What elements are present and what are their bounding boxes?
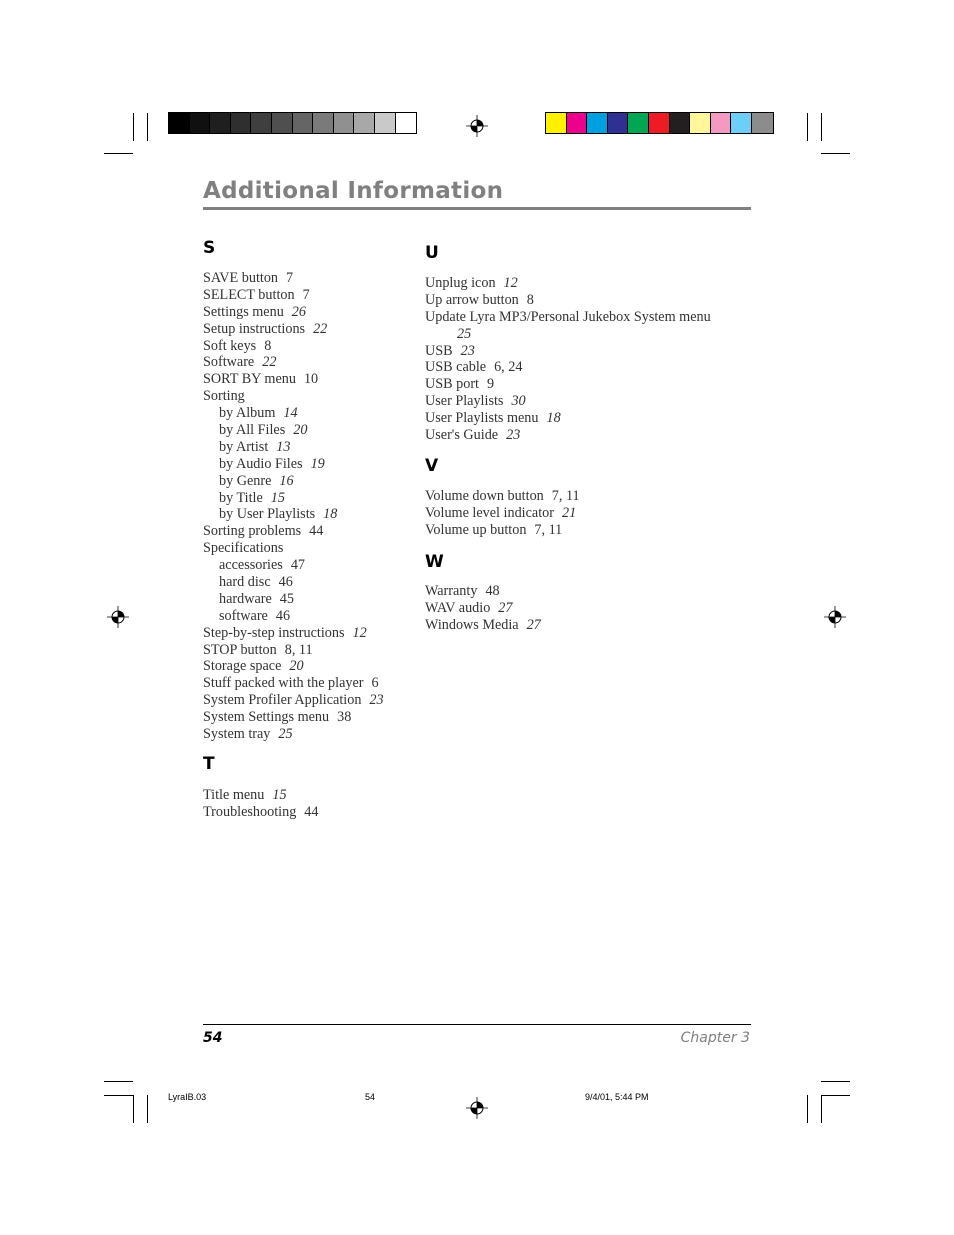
index-section-u [425, 243, 711, 444]
index-page-ref: 8, 11 [284, 641, 313, 658]
crop-mark [104, 1095, 133, 1096]
index-term: Up arrow button [425, 291, 519, 308]
index-term: Stuff packed with the player [203, 675, 364, 692]
index-term: USB cable [425, 359, 487, 376]
index-page-ref: 23 [460, 342, 475, 359]
index-page-ref: 47 [290, 557, 305, 574]
crop-mark [821, 153, 850, 154]
index-page-ref: 6, 24 [494, 359, 523, 376]
index-section-v [425, 456, 580, 539]
index-entry [425, 410, 711, 427]
index-entry [425, 583, 541, 600]
index-term: System Profiler Application [203, 692, 362, 709]
index-page-ref: 19 [310, 455, 325, 472]
index-page-ref: 30 [511, 393, 526, 410]
index-entry [203, 439, 384, 456]
index-entry [425, 488, 580, 505]
index-term: accessories [219, 557, 283, 574]
index-term: Soft keys [203, 337, 257, 354]
index-page-ref: 16 [279, 472, 294, 489]
index-term: Volume up button [425, 521, 527, 538]
index-page-ref: 15 [272, 787, 287, 803]
index-page-ref: 22 [262, 354, 277, 371]
index-entry [203, 591, 384, 608]
index-term: Warranty [425, 583, 478, 599]
index-entry [203, 608, 384, 625]
index-page-ref: 44 [304, 803, 319, 820]
index-term: SELECT button [203, 286, 295, 303]
color-swatch [567, 113, 588, 133]
index-term: by Audio Files [219, 455, 303, 472]
index-entry [203, 456, 384, 473]
index-term: WAV audio [425, 599, 491, 616]
index-entry [203, 709, 384, 726]
index-entry [203, 321, 384, 338]
index-entry [425, 393, 711, 410]
index-page-ref: 15 [270, 489, 285, 506]
index-term: USB port [425, 376, 479, 393]
index-page-ref: 27 [498, 599, 513, 616]
index-page-ref: 8 [264, 337, 272, 354]
title-rule [203, 207, 751, 210]
index-page-ref: 22 [313, 320, 328, 337]
index-term: Troubleshooting [203, 803, 297, 820]
index-entry [425, 309, 711, 326]
color-swatch [251, 113, 272, 133]
index-page-ref: 9 [487, 376, 495, 393]
index-entry [203, 422, 384, 439]
crop-mark [821, 1095, 850, 1096]
index-entry [203, 304, 384, 321]
index-term: Sorting [203, 388, 245, 405]
index-entry [203, 642, 384, 659]
index-entry [203, 388, 384, 405]
crop-mark [104, 1081, 133, 1082]
index-entry [203, 490, 384, 507]
index-page-ref: 20 [289, 658, 304, 675]
index-entry [203, 625, 384, 642]
index-page-ref: 12 [503, 275, 518, 291]
index-entry [203, 726, 384, 743]
index-term: STOP button [203, 641, 277, 658]
index-entry [203, 523, 384, 540]
crop-mark [807, 113, 808, 141]
index-page-ref: 21 [561, 504, 577, 521]
index-entry [425, 343, 711, 360]
index-entry [203, 405, 384, 422]
index-page-ref: 13 [276, 438, 291, 455]
index-entry [203, 658, 384, 675]
color-swatch [396, 113, 417, 133]
index-letter: T [203, 754, 215, 774]
index-page-ref: 46 [278, 574, 293, 591]
index-entry [425, 427, 711, 444]
index-entry [425, 326, 711, 343]
color-swatch [272, 113, 293, 133]
grayscale-calibration-bar [168, 112, 417, 134]
index-page-ref: 6 [371, 675, 379, 692]
index-term: Specifications [203, 540, 284, 557]
index-entry [203, 675, 384, 692]
index-page-ref: 7 [302, 286, 310, 303]
color-calibration-bar [545, 112, 774, 134]
index-term: Volume level indicator [425, 504, 554, 521]
index-page-ref: 18 [323, 506, 338, 523]
crop-mark [147, 113, 148, 141]
index-page-ref: 18 [546, 410, 561, 427]
index-term: by All Files [219, 422, 286, 439]
index-term: Update Lyra MP3/Personal Jukebox System menu [425, 308, 711, 325]
color-swatch [608, 113, 629, 133]
index-list [203, 270, 384, 743]
index-term: by Artist [219, 438, 269, 455]
index-term: User Playlists menu [425, 410, 539, 427]
index-term: System tray [203, 726, 271, 743]
color-swatch [546, 113, 567, 133]
index-term: SORT BY menu [203, 371, 296, 388]
footer-rule [203, 1024, 751, 1025]
color-swatch [293, 113, 314, 133]
index-term: Windows Media [425, 616, 519, 633]
index-term: Software [203, 354, 255, 371]
index-term: USB [425, 342, 453, 359]
registration-mark-icon [107, 606, 129, 628]
chapter-label: Chapter 3 [680, 1030, 750, 1046]
color-swatch [670, 113, 691, 133]
index-term: Unplug icon [425, 275, 496, 291]
index-list [425, 583, 541, 634]
index-letter: W [425, 552, 444, 572]
index-term: by User Playlists [219, 506, 316, 523]
index-page-ref: 44 [309, 523, 324, 540]
index-entry [203, 354, 384, 371]
index-page-ref: 45 [279, 590, 294, 607]
index-letter: U [425, 243, 439, 263]
index-term: System Settings menu [203, 709, 330, 726]
index-term: by Album [219, 405, 276, 422]
index-list [203, 787, 318, 821]
slug-date: 9/4/01, 5:44 PM [585, 1092, 649, 1102]
index-page-ref: 38 [337, 709, 352, 726]
index-letter: V [425, 456, 439, 476]
index-page-ref: 7, 11 [534, 521, 563, 538]
slug-page: 54 [365, 1092, 376, 1102]
index-entry [203, 371, 384, 388]
index-term: Settings menu [203, 303, 284, 320]
index-page-ref: 23 [506, 427, 521, 444]
index-section-w [425, 552, 541, 634]
registration-mark-icon [466, 115, 488, 137]
index-page-ref: 7 [286, 270, 294, 286]
index-entry [425, 617, 541, 634]
index-term: Sorting problems [203, 523, 302, 540]
crop-mark [821, 1095, 822, 1123]
crop-mark [147, 1095, 148, 1123]
index-page-ref: 25 [278, 726, 293, 743]
index-term: Title menu [203, 787, 265, 803]
index-entry [425, 376, 711, 393]
crop-mark [104, 153, 133, 154]
index-page-ref: 20 [293, 422, 308, 439]
color-swatch [628, 113, 649, 133]
index-term: SAVE button [203, 270, 279, 286]
index-entry [203, 692, 384, 709]
index-term: Storage space [203, 658, 282, 675]
index-page-ref: 7, 11 [551, 488, 580, 504]
index-term: by Title [219, 489, 263, 506]
color-swatch [375, 113, 396, 133]
color-swatch [190, 113, 211, 133]
index-list [425, 488, 580, 539]
index-section-t [203, 754, 318, 821]
color-swatch [210, 113, 231, 133]
index-letter: S [203, 238, 216, 258]
index-term: User Playlists [425, 393, 504, 410]
index-entry [203, 557, 384, 574]
color-swatch [711, 113, 732, 133]
index-page-ref: 10 [303, 371, 319, 388]
index-entry [425, 275, 711, 292]
index-page-ref: 25 [457, 325, 472, 342]
page-number: 54 [203, 1030, 223, 1046]
index-list [425, 275, 711, 444]
index-page-ref: 8 [526, 291, 534, 308]
index-entry [203, 270, 384, 287]
index-page-ref: 48 [485, 583, 500, 599]
index-entry [425, 600, 541, 617]
color-swatch [690, 113, 711, 133]
index-entry [425, 359, 711, 376]
index-entry [425, 505, 580, 522]
registration-mark-icon [466, 1097, 488, 1119]
index-entry [203, 787, 318, 804]
index-term: hardware [219, 590, 272, 607]
index-page-ref: 23 [369, 692, 384, 709]
crop-mark [807, 1095, 808, 1123]
color-swatch [587, 113, 608, 133]
index-entry [203, 540, 384, 557]
index-term: Setup instructions [203, 320, 306, 337]
index-term: software [219, 607, 268, 624]
color-swatch [731, 113, 752, 133]
index-page-ref: 27 [526, 616, 541, 633]
slug-filename: LyraIB.03 [168, 1092, 207, 1102]
index-term: User's Guide [425, 427, 499, 444]
crop-mark [133, 1095, 134, 1123]
index-page-ref: 46 [275, 607, 291, 624]
index-page-ref: 26 [291, 303, 306, 320]
index-entry [203, 574, 384, 591]
color-swatch [231, 113, 252, 133]
crop-mark [821, 1081, 850, 1082]
page-title: Additional Information [203, 178, 504, 204]
index-term: by Genre [219, 472, 272, 489]
index-section-s [203, 238, 384, 743]
index-entry [203, 473, 384, 490]
index-term: hard disc [219, 574, 271, 591]
color-swatch [169, 113, 190, 133]
index-term: Volume down button [425, 488, 544, 504]
index-entry [203, 287, 384, 304]
color-swatch [354, 113, 375, 133]
color-swatch [649, 113, 670, 133]
index-entry [203, 506, 384, 523]
index-entry [425, 292, 711, 309]
index-page-ref: 14 [283, 405, 298, 422]
crop-mark [821, 113, 822, 141]
index-entry [425, 522, 580, 539]
index-entry [203, 804, 318, 821]
color-swatch [313, 113, 334, 133]
index-page-ref: 12 [352, 624, 367, 641]
crop-mark [133, 113, 134, 141]
color-swatch [334, 113, 355, 133]
index-entry [203, 338, 384, 355]
index-term: Step-by-step instructions [203, 624, 345, 641]
color-swatch [752, 113, 773, 133]
registration-mark-icon [824, 606, 846, 628]
